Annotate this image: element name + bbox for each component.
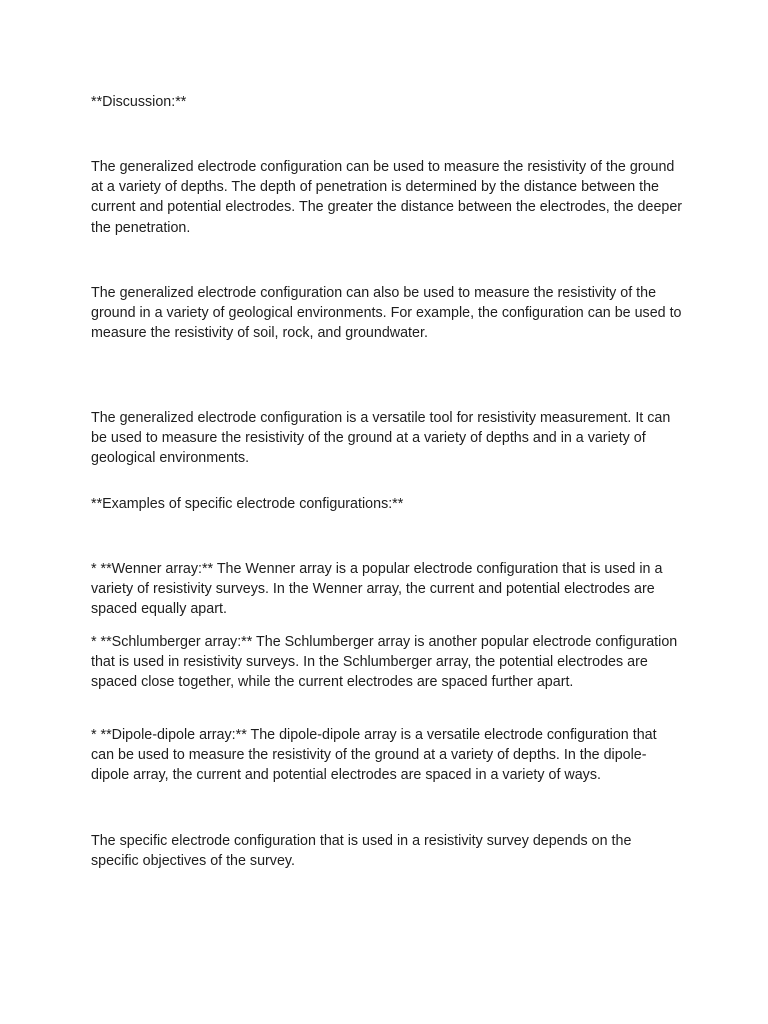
paragraph-versatile-tool: The generalized electrode configuration is a versatile tool for resistivity measurement. It can be used to measure the resistivity of the ground at a variety of depths and in a variety of geological environments. (91, 410, 671, 467)
list-item-schlumberger-array: * **Schlumberger array:** The Schlumberger array is another popular electrode configuration that is used in resistivity surveys. In the Schlumberger array, the potential electrodes are spaced close together, while the current electrodes are spaced further apart. (91, 634, 678, 691)
paragraph-depth-penetration: The generalized electrode configuration can be used to measure the resistivity of the ground at a variety of depths. The depth of penetration is determined by the distance between the current and potential electrodes. The greater the distance between the electrodes, the deeper the penetration. (91, 159, 683, 236)
list-item-dipole-dipole-array: * **Dipole-dipole array:** The dipole-dipole array is a versatile electrode configuration that can be used to measure the resistivity of the ground at a variety of depths. In the dipole-dipole array, the current and potential electrodes are spaced in a variety of ways. (91, 727, 657, 784)
paragraph-conclusion: The specific electrode configuration that is used in a resistivity survey depends on the specific objectives of the survey. (91, 833, 632, 870)
examples-heading: **Examples of specific electrode configurations:** (91, 496, 404, 512)
list-item-wenner-array: * **Wenner array:** The Wenner array is a popular electrode configuration that is used in a variety of resistivity surveys. In the Wenner array, the current and potential electrodes are spaced equally apart. (91, 561, 663, 618)
discussion-heading: **Discussion:** (91, 94, 187, 110)
paragraph-geological-environments: The generalized electrode configuration can also be used to measure the resistivity of the ground in a variety of geological environments. For example, the configuration can be used to measure the resistivity of soil, rock, and groundwater. (91, 285, 682, 342)
